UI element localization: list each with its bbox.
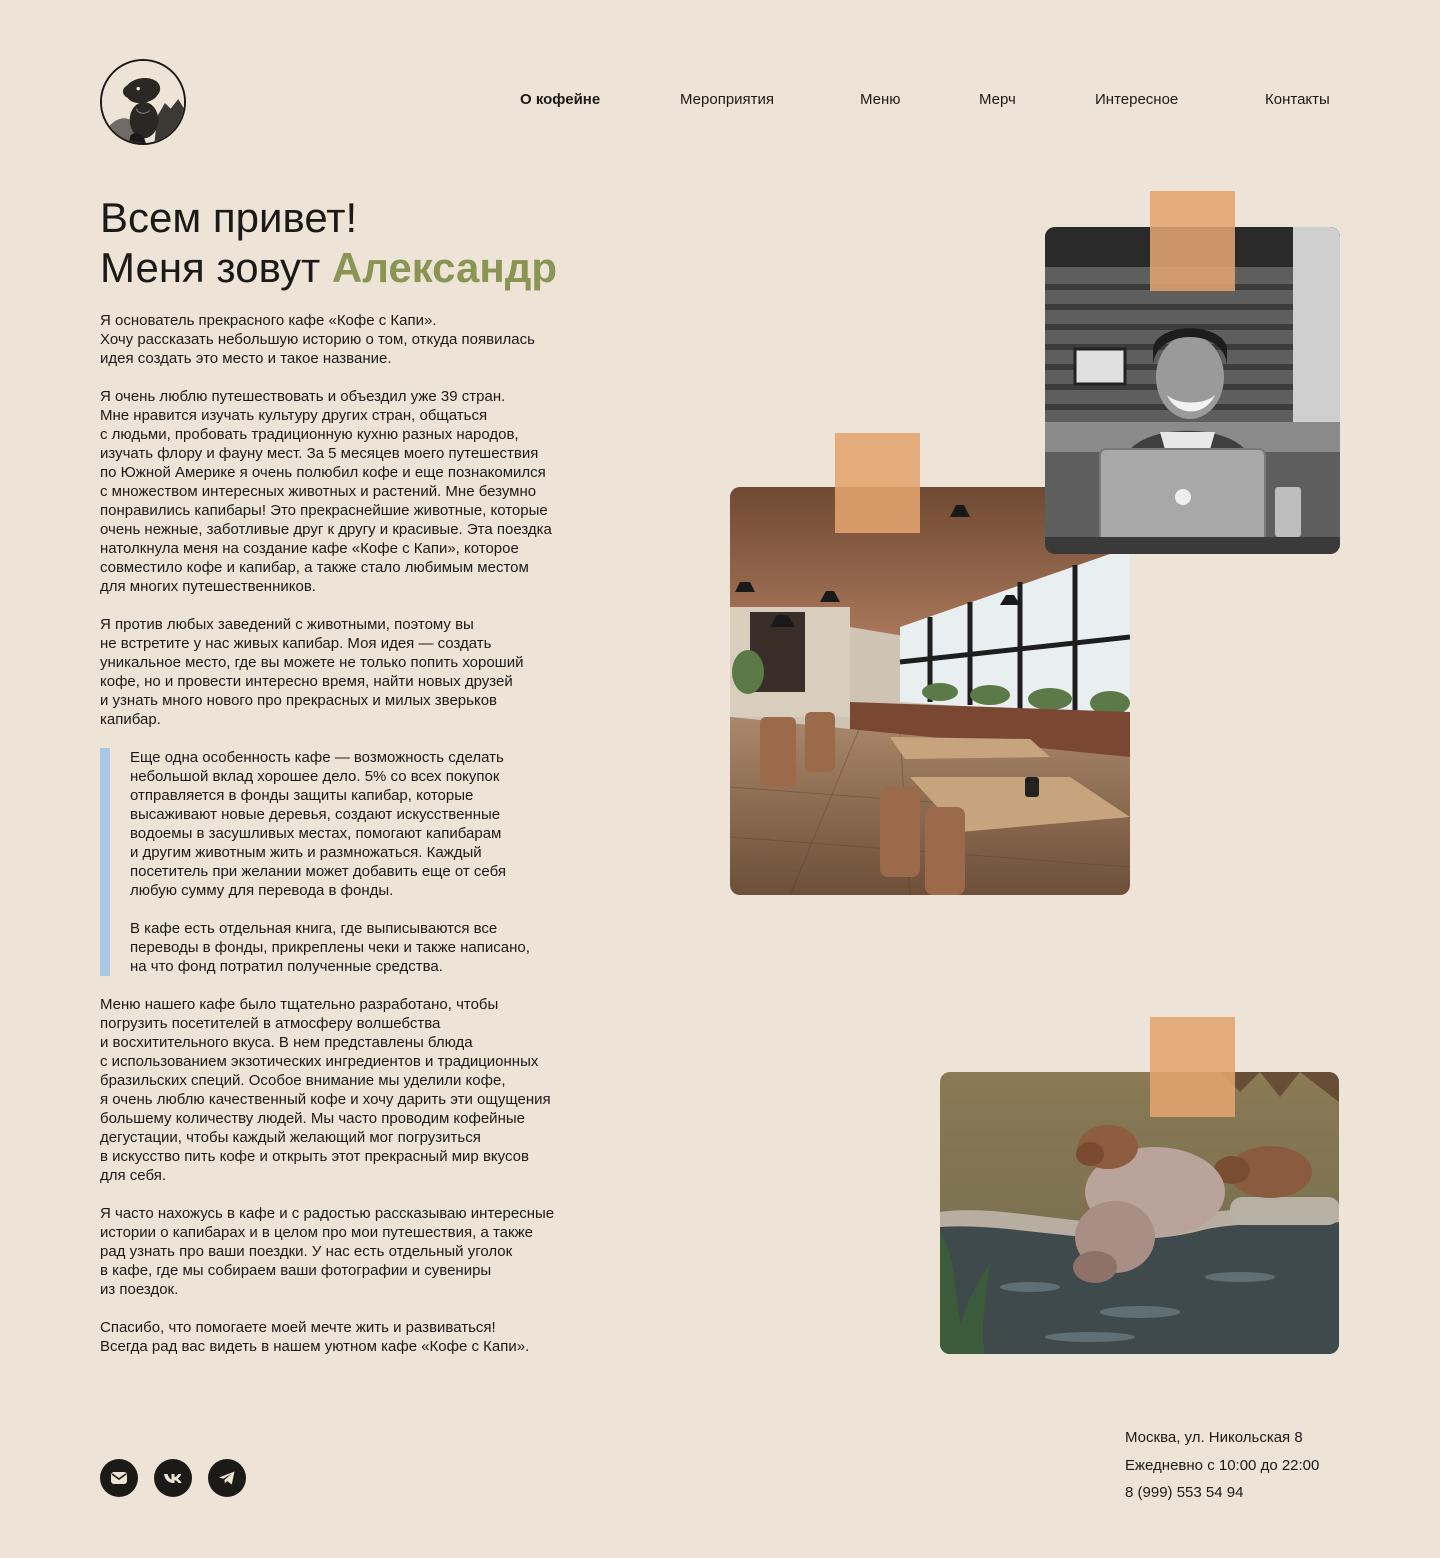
article-paragraph: Я основатель прекрасного кафе «Кофе с Капи». Хочу рассказать небольшую историю о том, откуда появилась идея создать это место и такое название.: [100, 312, 535, 367]
opening-hours: Ежедневно с 10:00 до 22:00: [1125, 1456, 1320, 1474]
main-nav: [0, 91, 1440, 113]
mail-icon[interactable]: [100, 1459, 138, 1497]
phone-number[interactable]: 8 (999) 553 54 94: [1125, 1484, 1244, 1501]
accent-block: [835, 433, 920, 533]
nav-item-about[interactable]: О кофейне: [520, 91, 601, 108]
article-paragraph: Спасибо, что помогаете моей мечте жить и развиваться! Всегда рад вас видеть в нашем уютном кафе «Кофе с Капи».: [100, 1319, 530, 1355]
nav-item-contacts[interactable]: Контакты: [1265, 91, 1330, 108]
article-paragraph: Меню нашего кафе было тщательно разработано, чтобы погрузить посетителей в атмосферу волшебства и восхитительного вкуса. В нем представлены блюда с использованием экзотических ингредиентов и традиционных бразильских специй. Особое внимание мы уделили кофе, я очень люблю качественный кофе и хочу дарить эти ощущения большему количеству людей. Мы часто проводим кофейные дегустации, чтобы каждый желающий мог погрузиться в искусство пить кофе и открыть этот прекрасный мир вкусов для себя.: [100, 996, 551, 1184]
hero-greeting: Всем привет!: [100, 194, 358, 241]
charity-quote: [100, 748, 620, 976]
quote-paragraph: Еще одна особенность кафе — возможность сделать небольшой вклад хорошее дело. 5% со всех покупок отправляется в фонды защиты капибар, которые высаживают новые деревья, создают искусственные водоемы в засушливых местах, помогают капибарам и другим животным жить и размножаться. Каждый посетитель при желании может добавить еще от себя любую сумму для перевода в фонды.: [130, 749, 506, 899]
telegram-icon[interactable]: [208, 1459, 246, 1497]
accent-block: [1150, 191, 1235, 291]
article-paragraph: Я против любых заведений с животными, поэтому вы не встретите у нас живых капибар. Моя идея — создать уникальное место, где вы можете не только попить хороший кофе, но и провести интересно время, найти новых друзей и узнать много нового про прекрасных и милых зверьков капибар.: [100, 616, 524, 728]
article-body: [100, 311, 620, 1375]
vk-icon[interactable]: [154, 1459, 192, 1497]
hero-intro: Меня зовут: [100, 244, 332, 291]
nav-item-interesting[interactable]: Интересное: [1095, 91, 1179, 108]
article-paragraph: Я очень люблю путешествовать и объездил уже 39 стран. Мне нравится изучать культуру других стран, общаться с людьми, пробовать традиционную кухню разных народов, изучать флору и фауну мест. За 5 месяцев моего путешествия по Южной Америке я очень полюбил кофе и еще познакомился с множеством интересных животных и растений. Мне безумно понравились капибары! Это прекраснейшие животные, которые очень нежные, заботливые друг к другу и красивые. Эта поездка натолкнула меня на создание кафе «Кофе с Капи», которое совместило кофе и капибар, а также стало любимым местом для многих путешественников.: [100, 388, 552, 595]
founder-name: Александр: [331, 244, 558, 291]
nav-item-events[interactable]: Мероприятия: [680, 91, 775, 108]
address: Москва, ул. Никольская 8: [1125, 1429, 1303, 1446]
page-title: [100, 193, 557, 293]
nav-item-menu[interactable]: Меню: [860, 91, 901, 108]
article-paragraph: Я часто нахожусь в кафе и с радостью рассказываю интересные истории о капибарах и в целом про мои путешествия, а также рад узнать про ваши поездки. У нас есть отдельный уголок в кафе, где мы собираем ваши фотографии и сувениры из поездок.: [100, 1205, 555, 1298]
accent-block: [1150, 1017, 1235, 1117]
contact-info: [1125, 1424, 1319, 1507]
quote-paragraph: В кафе есть отдельная книга, где выписываются все переводы в фонды, прикреплены чеки и также написано, на что фонд потратил полученные средства.: [130, 920, 530, 975]
nav-item-merch[interactable]: Мерч: [979, 91, 1016, 108]
capybaras-photo-icon: [940, 1072, 1339, 1354]
